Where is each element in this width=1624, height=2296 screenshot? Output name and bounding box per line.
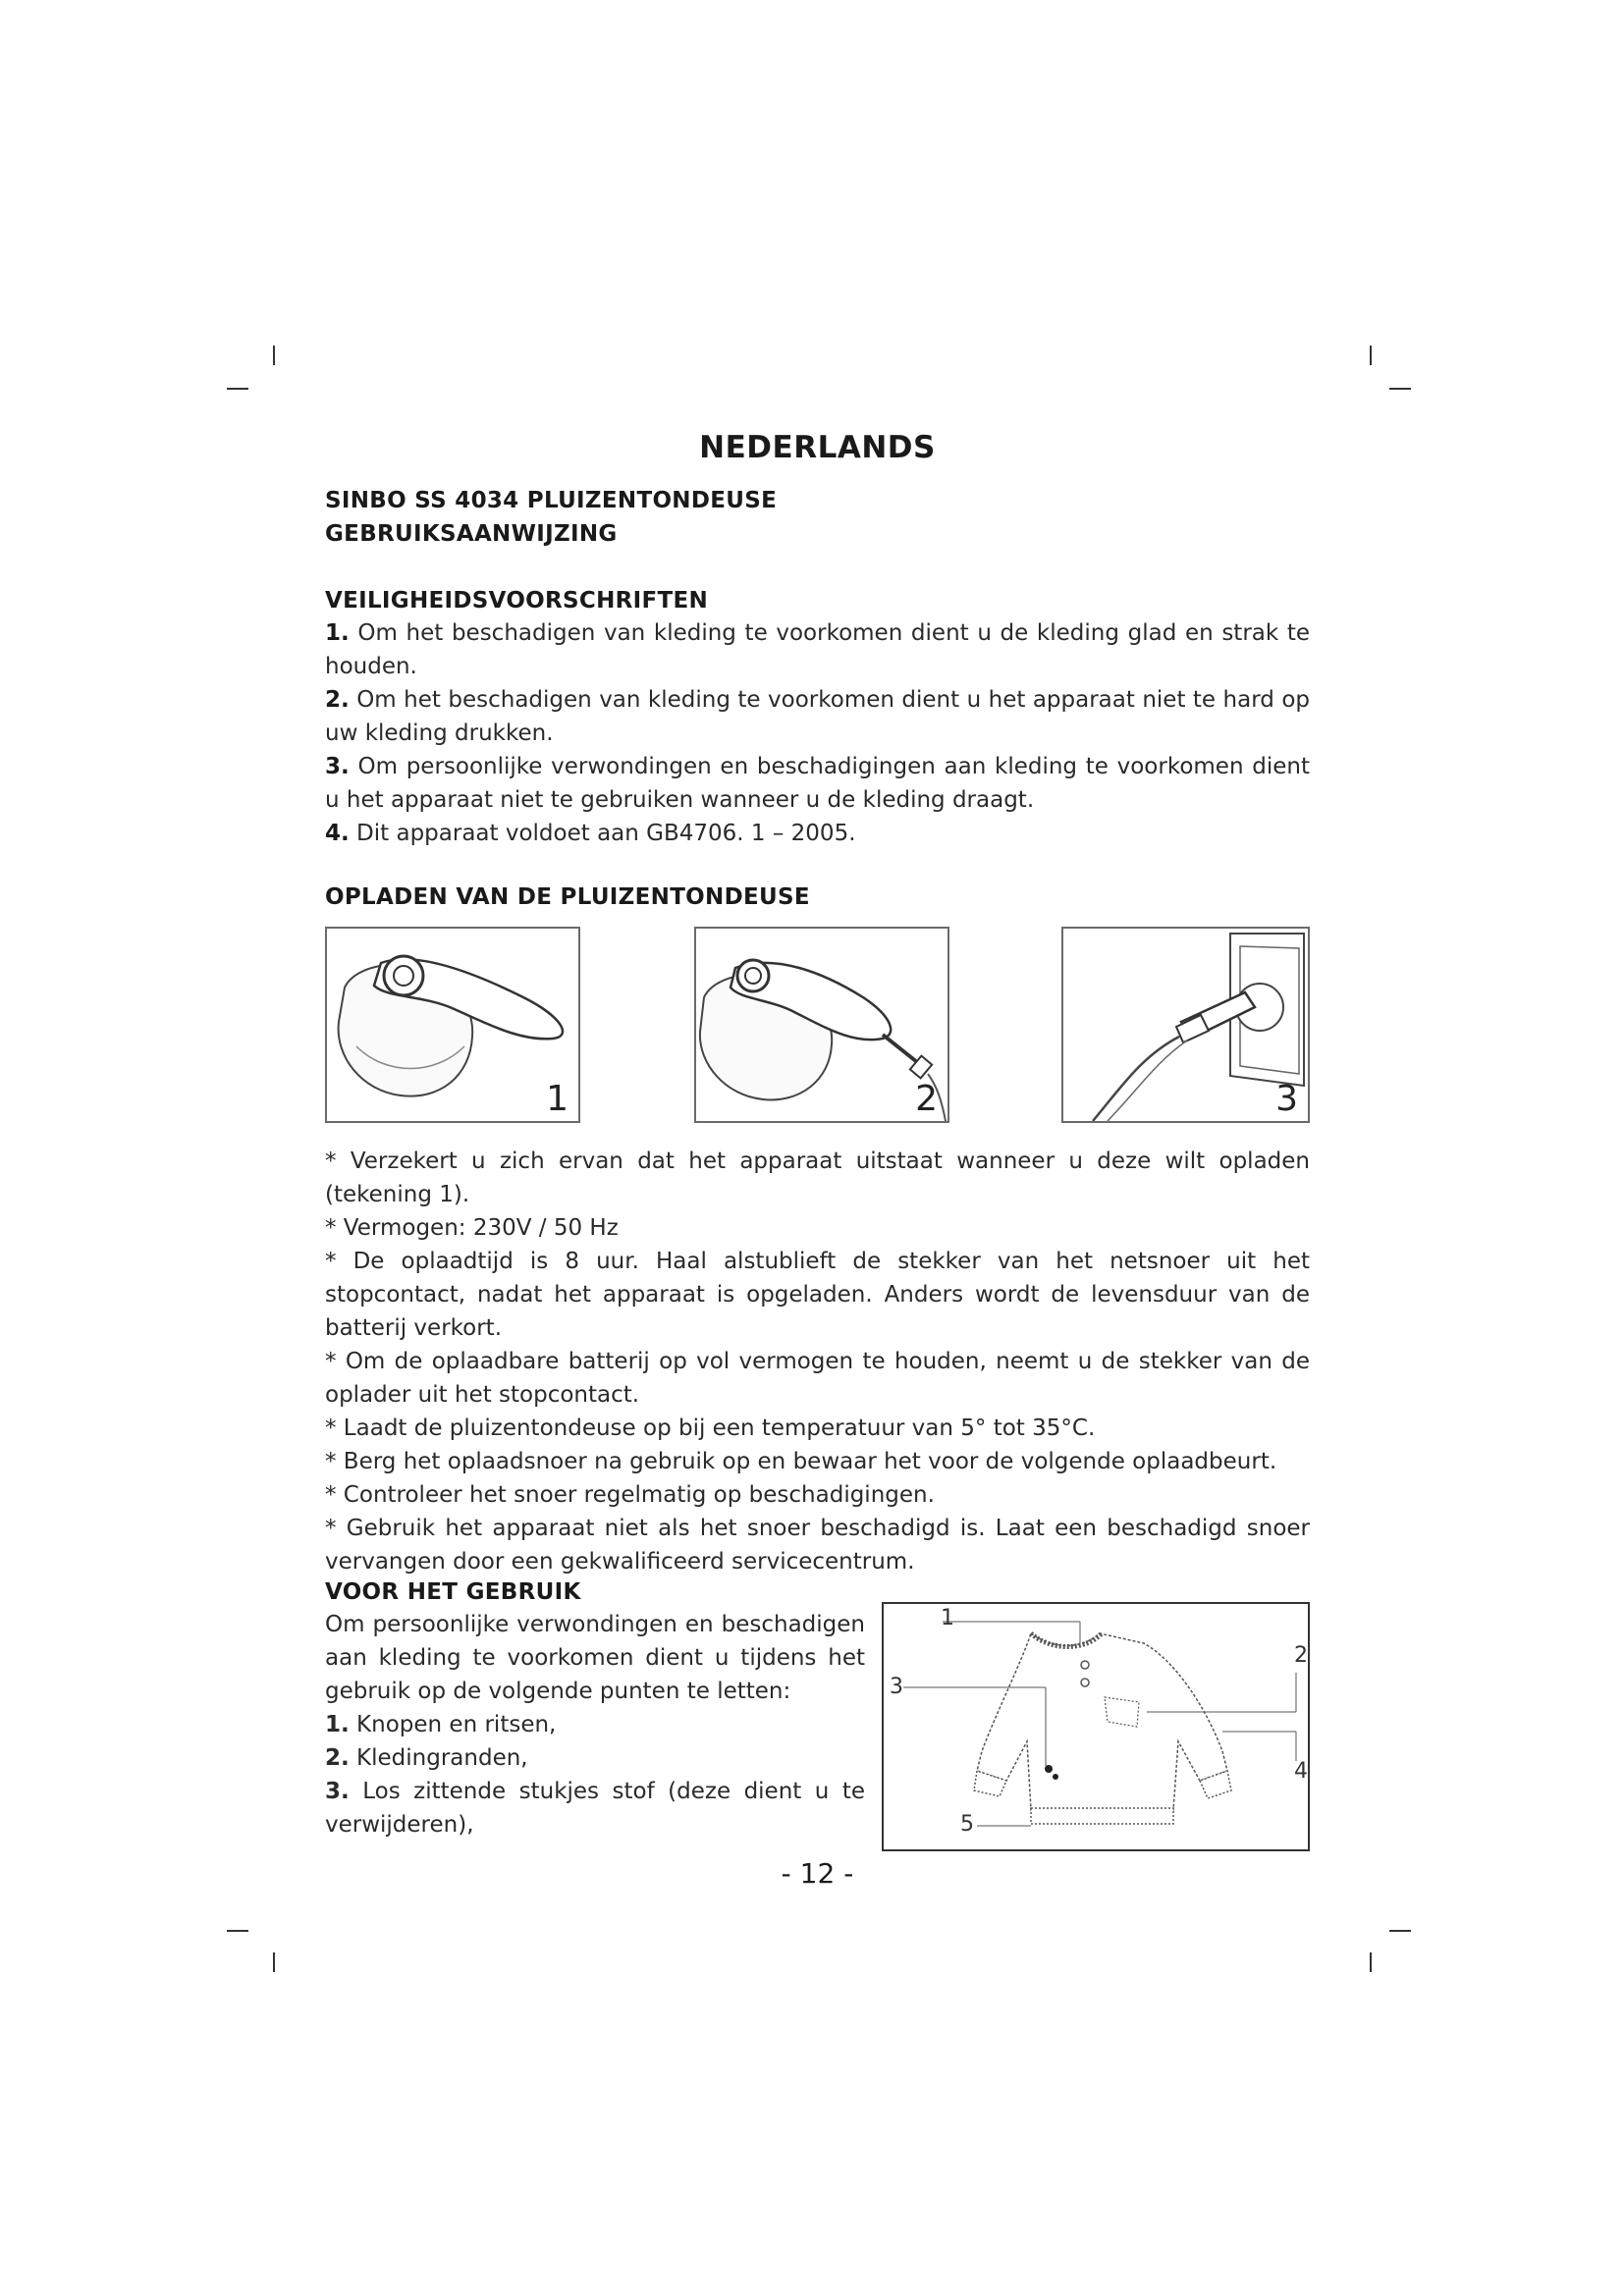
crop-mark	[1370, 346, 1372, 365]
callout-5: 5	[960, 1812, 974, 1837]
note: * Berg het oplaadsnoer na gebruik op en bewaar het voor de volgende oplaadbeurt.	[325, 1449, 1277, 1474]
crop-mark	[227, 388, 248, 390]
note: * Gebruik het apparaat niet als het snoer beschadigd is. Laat een beschadigd snoer vervangen door een gekwalificeerd servicecentrum.	[325, 1516, 1310, 1575]
before-use-intro: Om persoonlijke verwondingen en beschadigen aan kleding te voorkomen dient u tijdens het gebruik op de volgende punten te letten:	[325, 1612, 865, 1704]
note: * Om de oplaadbare batterij op vol vermogen te houden, neemt u de stekker van de oplader uit het stopcontact.	[325, 1349, 1310, 1408]
callout-1: 1	[941, 1606, 954, 1630]
before-use-item: 1. Knopen en ritsen,	[325, 1712, 557, 1737]
page-number: - 12 -	[781, 1857, 854, 1890]
figure-number: 1	[546, 1079, 568, 1119]
note: * Verzekert u zich ervan dat het apparaat uitstaat wanneer u deze wilt opladen (tekening 1).	[325, 1148, 1310, 1207]
before-use-heading: VOOR HET GEBRUIK	[325, 1579, 581, 1605]
crop-mark	[1389, 1930, 1411, 1932]
note: * De oplaadtijd is 8 uur. Haal alstublieft de stekker van het netsnoer uit het stopcontact, nadat het apparaat is opgeladen. Anders wordt de levensduur van de batterij verkort.	[325, 1249, 1310, 1341]
note: * Vermogen: 230V / 50 Hz	[325, 1215, 619, 1241]
figure-1-device-off	[325, 927, 580, 1123]
figure-number: 2	[915, 1079, 938, 1119]
callout-2: 2	[1294, 1643, 1308, 1668]
crop-mark	[273, 346, 275, 365]
safety-heading: VEILIGHEIDSVOORSCHRIFTEN	[325, 588, 709, 614]
crop-mark	[273, 1952, 275, 1972]
callout-3: 3	[890, 1675, 903, 1699]
callout-4: 4	[1294, 1759, 1308, 1784]
before-use-text	[325, 1608, 865, 1842]
crop-mark	[227, 1930, 248, 1932]
crop-mark	[1389, 388, 1411, 390]
figure-2-plug-cord	[694, 927, 949, 1123]
safety-item: 3. Om persoonlijke verwondingen en beschadigingen aan kleding te voorkomen dient u het apparaat niet te gebruiken wanneer u de kleding draagt.	[325, 754, 1310, 813]
sweater-illustration	[884, 1604, 1308, 1849]
before-use-item: 2. Kledingranden,	[325, 1745, 528, 1771]
language-title: NEDERLANDS	[699, 430, 936, 465]
charging-heading: OPLADEN VAN DE PLUIZENTONDEUSE	[325, 884, 810, 910]
product-title: SINBO SS 4034 PLUIZENTONDEUSE	[325, 488, 778, 513]
lint-remover-charging-illustration	[696, 929, 947, 1121]
safety-list	[325, 616, 1310, 850]
safety-item: 2. Om het beschadigen van kleding te voorkomen dient u het apparaat niet te hard op uw kleding drukken.	[325, 687, 1310, 746]
sweater-diagram	[882, 1602, 1310, 1851]
note: * Controleer het snoer regelmatig op beschadigingen.	[325, 1482, 935, 1508]
note: * Laadt de pluizentondeuse op bij een temperatuur van 5° tot 35°C.	[325, 1415, 1096, 1441]
figure-number: 3	[1275, 1079, 1298, 1119]
lint-remover-illustration	[327, 929, 578, 1121]
figure-3-wall-socket	[1061, 927, 1310, 1123]
before-use-item: 3. Los zittende stukjes stof (deze dient u te verwijderen),	[325, 1779, 865, 1838]
safety-item: 4. Dit apparaat voldoet aan GB4706. 1 – 2005.	[325, 821, 856, 846]
crop-mark	[1370, 1952, 1372, 1972]
wall-socket-illustration	[1063, 929, 1308, 1121]
charging-notes	[325, 1145, 1310, 1578]
safety-item: 1. Om het beschadigen van kleding te voorkomen dient u de kleding glad en strak te houden.	[325, 620, 1310, 679]
manual-title: GEBRUIKSAANWIJZING	[325, 521, 618, 547]
